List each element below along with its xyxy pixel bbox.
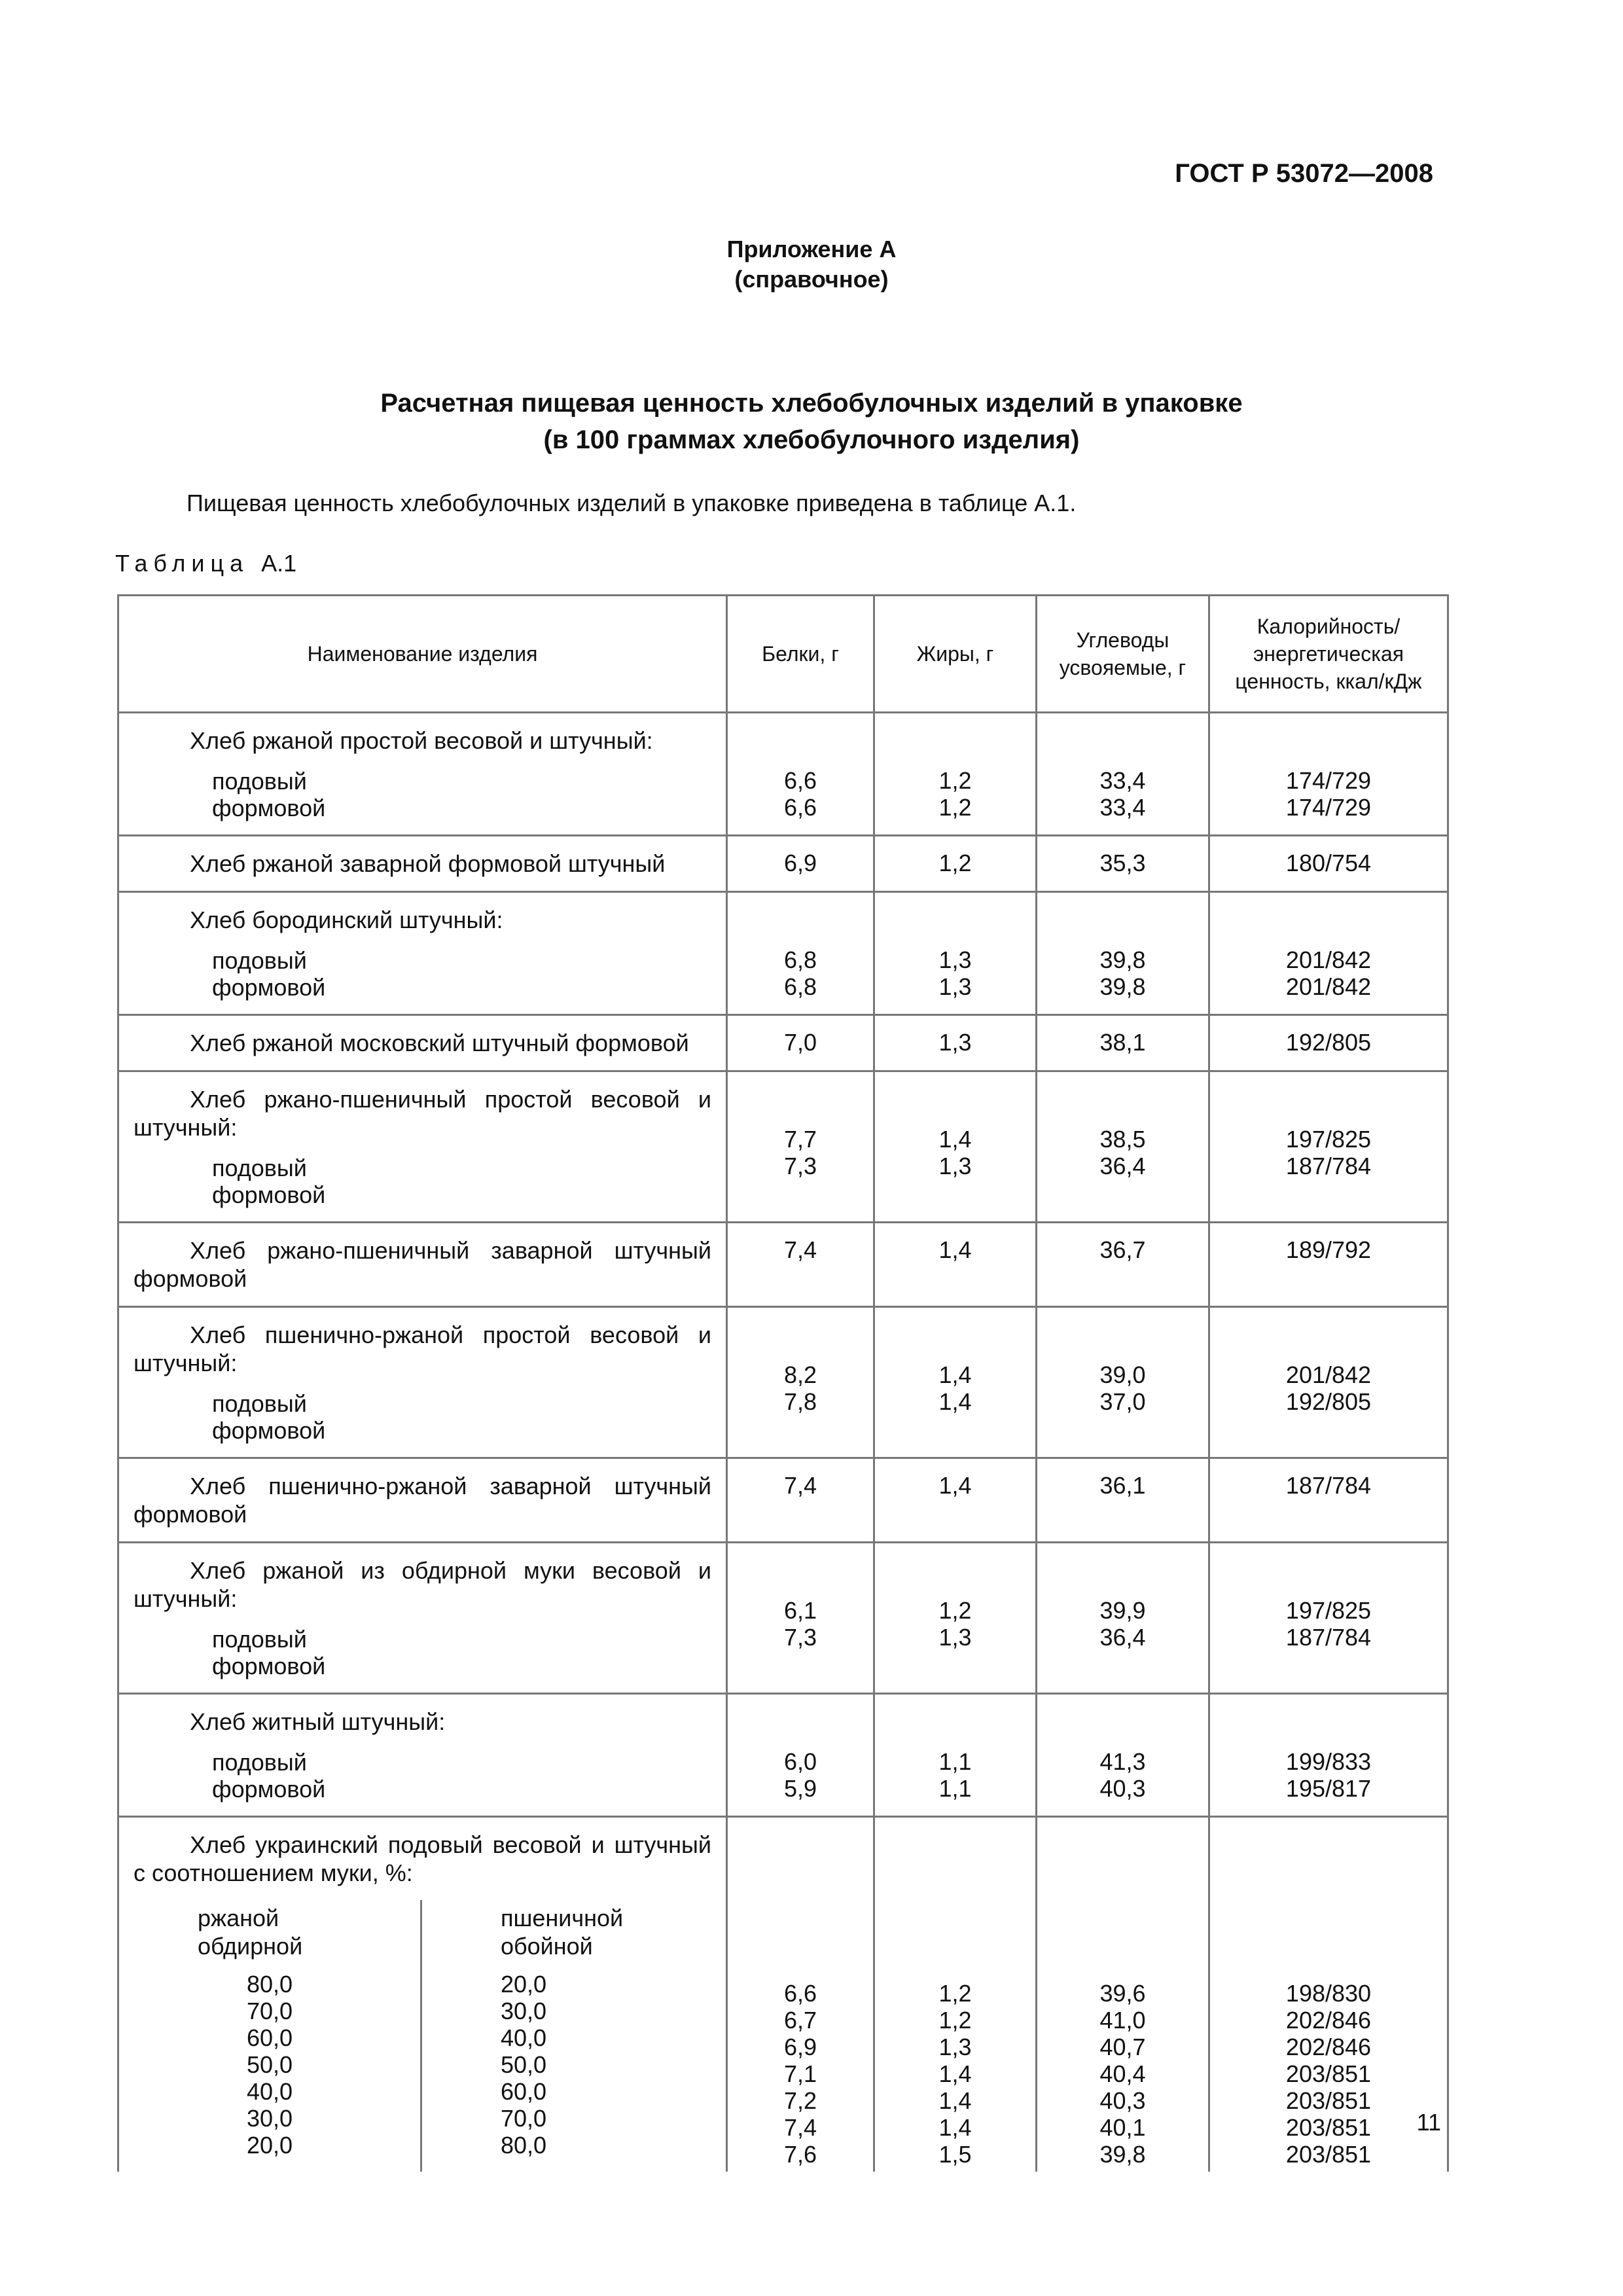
table-row bbox=[118, 1817, 1448, 2172]
value-spacer bbox=[728, 1713, 873, 1748]
value-cell-protein bbox=[727, 1543, 874, 1694]
value-cell-energy bbox=[1209, 713, 1448, 836]
product-name-cell bbox=[118, 1015, 727, 1071]
value-cell-fat bbox=[874, 1817, 1037, 2172]
value-protein: 7,4 bbox=[783, 1236, 817, 1263]
value-carbs: 39,8 bbox=[1099, 2141, 1146, 2168]
rye-percent: 50,0 bbox=[246, 2051, 293, 2078]
wheat-percent: 30,0 bbox=[501, 1998, 547, 2024]
value-energy: 187/784 bbox=[1285, 1624, 1372, 1651]
value-carbs: 40,4 bbox=[1099, 2060, 1146, 2087]
value-cell-fat bbox=[874, 836, 1037, 892]
table-row bbox=[118, 1015, 1448, 1071]
value-cell-carbs bbox=[1037, 836, 1209, 892]
value-energy: 192/805 bbox=[1285, 1388, 1372, 1415]
value-spacer bbox=[1210, 1326, 1447, 1361]
value-cell-energy bbox=[1209, 892, 1448, 1015]
table-row bbox=[118, 1307, 1448, 1458]
value-fat: 1,4 bbox=[938, 2114, 972, 2141]
value-spacer bbox=[875, 1836, 1035, 1980]
product-name-cell bbox=[118, 1223, 727, 1307]
value-protein: 6,9 bbox=[783, 850, 817, 876]
product-name-cell bbox=[118, 1307, 727, 1458]
value-fat: 1,3 bbox=[938, 1029, 972, 1056]
product-name-cell bbox=[118, 713, 727, 836]
variant-list bbox=[134, 1749, 711, 1803]
value-carbs: 39,6 bbox=[1099, 1980, 1146, 2007]
table-row bbox=[118, 1694, 1448, 1817]
value-fat: 1,3 bbox=[938, 973, 972, 1000]
table-row bbox=[118, 1223, 1448, 1307]
value-fat: 1,2 bbox=[938, 1980, 972, 2007]
value-carbs: 40,7 bbox=[1099, 2034, 1146, 2060]
value-cell-carbs bbox=[1037, 1307, 1209, 1458]
wheat-percent: 40,0 bbox=[501, 2024, 547, 2051]
variant-name: подовый bbox=[212, 1626, 307, 1653]
wheat-percent: 60,0 bbox=[501, 2078, 547, 2105]
value-carbs: 36,4 bbox=[1099, 1153, 1146, 1179]
value-cell-fat bbox=[874, 1543, 1037, 1694]
value-fat: 1,3 bbox=[938, 1624, 972, 1651]
rye-values bbox=[119, 1971, 420, 2172]
value-energy: 203/851 bbox=[1285, 2114, 1372, 2141]
value-protein: 6,1 bbox=[783, 1597, 817, 1624]
value-cell-energy bbox=[1209, 1817, 1448, 2172]
value-spacer bbox=[1037, 1713, 1208, 1748]
value-fat: 1,5 bbox=[938, 2141, 972, 2168]
value-energy: 187/784 bbox=[1285, 1472, 1372, 1499]
standard-code: ГОСТ Р 53072—2008 bbox=[1175, 159, 1433, 188]
value-cell-carbs bbox=[1037, 1817, 1209, 2172]
table-body bbox=[118, 713, 1448, 2172]
value-spacer bbox=[728, 732, 873, 767]
value-protein: 7,4 bbox=[783, 1472, 817, 1499]
title-line-1: Расчетная пищевая ценность хлебобулочных изделий в упаковке bbox=[380, 389, 1243, 418]
value-cell-carbs bbox=[1037, 713, 1209, 836]
product-name-cell bbox=[118, 1817, 727, 2172]
wheat-percent: 50,0 bbox=[501, 2051, 547, 2078]
value-cell-protein bbox=[727, 1223, 874, 1307]
value-spacer bbox=[728, 1562, 873, 1597]
value-cell-carbs bbox=[1037, 1458, 1209, 1543]
rye-column-header: ржаной обдирной bbox=[198, 1905, 303, 1960]
value-fat: 1,4 bbox=[938, 2087, 972, 2114]
value-spacer bbox=[1037, 911, 1208, 946]
title-line-2: (в 100 граммах хлебобулочного изделия) bbox=[543, 425, 1080, 454]
value-cell-carbs bbox=[1037, 1015, 1209, 1071]
variant-name: подовый bbox=[212, 1390, 307, 1417]
col-header-carbs: Углеводы усвояемые, г bbox=[1037, 596, 1209, 713]
product-name-cell bbox=[118, 1071, 727, 1223]
value-spacer bbox=[1210, 1713, 1447, 1748]
value-cell-fat bbox=[874, 1223, 1037, 1307]
value-carbs: 38,1 bbox=[1099, 1029, 1146, 1056]
value-fat: 1,3 bbox=[938, 946, 972, 973]
value-carbs: 33,4 bbox=[1099, 794, 1146, 821]
value-spacer bbox=[728, 1326, 873, 1361]
variant-list bbox=[134, 1390, 711, 1444]
value-cell-energy bbox=[1209, 1071, 1448, 1223]
value-cell-protein bbox=[727, 1071, 874, 1223]
value-protein: 6,6 bbox=[783, 767, 817, 794]
variant-name: формовой bbox=[212, 974, 326, 1001]
value-spacer bbox=[875, 1326, 1035, 1361]
value-cell-fat bbox=[874, 1071, 1037, 1223]
value-cell-energy bbox=[1209, 1223, 1448, 1307]
value-energy: 203/851 bbox=[1285, 2060, 1372, 2087]
value-protein: 8,2 bbox=[783, 1361, 817, 1388]
value-cell-carbs bbox=[1037, 1223, 1209, 1307]
value-cell-protein bbox=[727, 713, 874, 836]
product-name: Хлеб житный штучный: bbox=[190, 1708, 446, 1735]
value-carbs: 35,3 bbox=[1099, 850, 1146, 876]
rye-percent: 70,0 bbox=[246, 1998, 293, 2024]
variant-name: формовой bbox=[212, 1181, 326, 1208]
document-title bbox=[0, 385, 1623, 458]
value-cell-carbs bbox=[1037, 892, 1209, 1015]
value-energy: 195/817 bbox=[1285, 1775, 1372, 1802]
value-energy: 201/842 bbox=[1285, 973, 1372, 1000]
table-header-row bbox=[118, 596, 1448, 713]
col-header-fat: Жиры, г bbox=[874, 596, 1037, 713]
value-protein: 6,9 bbox=[783, 2034, 817, 2060]
value-fat: 1,1 bbox=[938, 1748, 972, 1775]
value-fat: 1,4 bbox=[938, 1388, 972, 1415]
value-spacer bbox=[1210, 1562, 1447, 1597]
value-cell-protein bbox=[727, 1015, 874, 1071]
value-carbs: 41,0 bbox=[1099, 2007, 1146, 2034]
value-fat: 1,3 bbox=[938, 2034, 972, 2060]
variant-name: формовой bbox=[212, 1417, 326, 1444]
product-name: Хлеб ржано-пшеничный простой весовой и штучный: bbox=[134, 1086, 711, 1141]
variant-list bbox=[134, 768, 711, 821]
table-caption-word: Таблица bbox=[115, 550, 249, 577]
value-carbs: 39,0 bbox=[1099, 1361, 1146, 1388]
rye-percent: 20,0 bbox=[246, 2132, 293, 2159]
product-name-cell bbox=[118, 1458, 727, 1543]
value-carbs: 39,8 bbox=[1099, 973, 1146, 1000]
rye-percent: 40,0 bbox=[246, 2078, 293, 2105]
value-energy: 192/805 bbox=[1285, 1029, 1372, 1056]
value-energy: 201/842 bbox=[1285, 1361, 1372, 1388]
variant-list bbox=[134, 947, 711, 1001]
value-spacer bbox=[728, 1836, 873, 1980]
value-cell-energy bbox=[1209, 1307, 1448, 1458]
value-spacer bbox=[1037, 1326, 1208, 1361]
value-fat: 1,2 bbox=[938, 767, 972, 794]
value-protein: 6,6 bbox=[783, 1980, 817, 2007]
wheat-column-header: пшеничной обойной bbox=[501, 1905, 624, 1960]
value-cell-protein bbox=[727, 1458, 874, 1543]
table-row bbox=[118, 892, 1448, 1015]
value-carbs: 33,4 bbox=[1099, 767, 1146, 794]
value-cell-protein bbox=[727, 1694, 874, 1817]
wheat-values bbox=[422, 1971, 726, 2172]
value-energy: 198/830 bbox=[1285, 1980, 1372, 2007]
variant-list bbox=[134, 1626, 711, 1679]
value-cell-energy bbox=[1209, 1458, 1448, 1543]
product-name: Хлеб ржаной заварной формовой штучный bbox=[190, 850, 666, 877]
variant-list bbox=[134, 1155, 711, 1208]
variant-name: формовой bbox=[212, 795, 326, 821]
value-carbs: 40,3 bbox=[1099, 1775, 1146, 1802]
table-caption-number: А.1 bbox=[261, 550, 297, 577]
value-protein: 7,3 bbox=[783, 1624, 817, 1651]
value-protein: 7,8 bbox=[783, 1388, 817, 1415]
appendix-label: Приложение А bbox=[726, 236, 897, 262]
value-spacer bbox=[1037, 1090, 1208, 1126]
value-energy: 197/825 bbox=[1285, 1597, 1372, 1624]
value-protein: 7,7 bbox=[783, 1126, 817, 1153]
product-name: Хлеб украинский подовый весовой и штучный с соотношением муки, %: bbox=[134, 1831, 711, 1886]
variant-name: подовый bbox=[212, 947, 307, 974]
col-header-name: Наименование изделия bbox=[118, 596, 727, 713]
value-spacer bbox=[1037, 732, 1208, 767]
value-energy: 199/833 bbox=[1285, 1748, 1372, 1775]
value-spacer bbox=[875, 732, 1035, 767]
variant-name: подовый bbox=[212, 768, 307, 795]
value-carbs: 41,3 bbox=[1099, 1748, 1146, 1775]
value-protein: 6,0 bbox=[783, 1748, 817, 1775]
variant-name: формовой bbox=[212, 1776, 326, 1803]
rye-percent: 30,0 bbox=[246, 2105, 293, 2132]
page-number: 11 bbox=[1416, 2109, 1441, 2136]
wheat-percent: 70,0 bbox=[501, 2105, 547, 2132]
value-cell-fat bbox=[874, 1307, 1037, 1458]
value-fat: 1,4 bbox=[938, 1472, 972, 1499]
col-header-protein: Белки, г bbox=[727, 596, 874, 713]
product-name: Хлеб ржано-пшеничный заварной штучный формовой bbox=[134, 1237, 711, 1292]
variant-name: подовый bbox=[212, 1749, 307, 1776]
value-cell-energy bbox=[1209, 1543, 1448, 1694]
value-protein: 7,3 bbox=[783, 1153, 817, 1179]
value-energy: 189/792 bbox=[1285, 1236, 1372, 1263]
value-cell-fat bbox=[874, 892, 1037, 1015]
rye-column bbox=[119, 1900, 422, 2172]
value-cell-energy bbox=[1209, 836, 1448, 892]
product-name-cell bbox=[118, 892, 727, 1015]
table-row bbox=[118, 1543, 1448, 1694]
value-spacer bbox=[875, 1562, 1035, 1597]
value-carbs: 36,1 bbox=[1099, 1472, 1146, 1499]
value-cell-fat bbox=[874, 713, 1037, 836]
value-spacer bbox=[1037, 1562, 1208, 1597]
value-protein: 7,4 bbox=[783, 2114, 817, 2141]
value-cell-fat bbox=[874, 1015, 1037, 1071]
value-fat: 1,4 bbox=[938, 1236, 972, 1263]
value-energy: 197/825 bbox=[1285, 1126, 1372, 1153]
value-fat: 1,1 bbox=[938, 1775, 972, 1802]
product-name: Хлеб ржаной московский штучный формовой bbox=[190, 1030, 689, 1056]
value-cell-protein bbox=[727, 1307, 874, 1458]
value-protein: 6,8 bbox=[783, 946, 817, 973]
variant-name: формовой bbox=[212, 1653, 326, 1679]
value-cell-carbs bbox=[1037, 1694, 1209, 1817]
table-row bbox=[118, 836, 1448, 892]
nutrition-table bbox=[117, 594, 1449, 2172]
value-spacer bbox=[1210, 1090, 1447, 1126]
variant-name: подовый bbox=[212, 1155, 307, 1181]
product-name-cell bbox=[118, 836, 727, 892]
value-spacer bbox=[875, 1090, 1035, 1126]
value-fat: 1,4 bbox=[938, 2060, 972, 2087]
value-protein: 6,7 bbox=[783, 2007, 817, 2034]
value-energy: 180/754 bbox=[1285, 850, 1372, 876]
value-fat: 1,2 bbox=[938, 1597, 972, 1624]
wheat-percent: 80,0 bbox=[501, 2132, 547, 2159]
flour-ratio-block bbox=[119, 1900, 726, 2172]
value-energy: 201/842 bbox=[1285, 946, 1372, 973]
value-cell-protein bbox=[727, 892, 874, 1015]
value-protein: 6,8 bbox=[783, 973, 817, 1000]
value-protein: 7,6 bbox=[783, 2141, 817, 2168]
table-caption bbox=[115, 550, 296, 577]
value-energy: 187/784 bbox=[1285, 1153, 1372, 1179]
value-carbs: 40,1 bbox=[1099, 2114, 1146, 2141]
value-energy: 203/851 bbox=[1285, 2087, 1372, 2114]
product-name-cell bbox=[118, 1543, 727, 1694]
col-header-energy: Калорийность/ энергетическая ценность, ккал/кДж bbox=[1209, 596, 1448, 713]
value-protein: 7,0 bbox=[783, 1029, 817, 1056]
intro-paragraph: Пищевая ценность хлебобулочных изделий в упаковке приведена в таблице А.1. bbox=[187, 490, 1077, 516]
value-fat: 1,4 bbox=[938, 1361, 972, 1388]
value-fat: 1,4 bbox=[938, 1126, 972, 1153]
table-row bbox=[118, 713, 1448, 836]
value-energy: 174/729 bbox=[1285, 767, 1372, 794]
value-protein: 5,9 bbox=[783, 1775, 817, 1802]
value-carbs: 36,4 bbox=[1099, 1624, 1146, 1651]
value-cell-carbs bbox=[1037, 1071, 1209, 1223]
value-fat: 1,2 bbox=[938, 850, 972, 876]
value-protein: 7,2 bbox=[783, 2087, 817, 2114]
value-spacer bbox=[728, 911, 873, 946]
product-name: Хлеб пшенично-ржаной простой весовой и штучный: bbox=[134, 1321, 711, 1376]
value-cell-fat bbox=[874, 1458, 1037, 1543]
value-energy: 202/846 bbox=[1285, 2034, 1372, 2060]
value-cell-energy bbox=[1209, 1015, 1448, 1071]
value-cell-protein bbox=[727, 836, 874, 892]
value-spacer bbox=[728, 1090, 873, 1126]
product-name: Хлеб ржаной из обдирной муки весовой и штучный: bbox=[134, 1557, 711, 1612]
value-cell-fat bbox=[874, 1694, 1037, 1817]
value-carbs: 37,0 bbox=[1099, 1388, 1146, 1415]
value-carbs: 36,7 bbox=[1099, 1236, 1146, 1263]
product-name: Хлеб пшенично-ржаной заварной штучный формовой bbox=[134, 1473, 711, 1528]
value-fat: 1,3 bbox=[938, 1153, 972, 1179]
value-protein: 6,6 bbox=[783, 794, 817, 821]
value-cell-energy bbox=[1209, 1694, 1448, 1817]
value-fat: 1,2 bbox=[938, 794, 972, 821]
value-protein: 7,1 bbox=[783, 2060, 817, 2087]
value-spacer bbox=[875, 911, 1035, 946]
wheat-column bbox=[422, 1900, 726, 2172]
product-name: Хлеб ржаной простой весовой и штучный: bbox=[190, 727, 653, 754]
value-spacer bbox=[1210, 911, 1447, 946]
value-energy: 203/851 bbox=[1285, 2141, 1372, 2168]
value-cell-carbs bbox=[1037, 1543, 1209, 1694]
rye-percent: 80,0 bbox=[246, 1971, 293, 1998]
value-carbs: 39,8 bbox=[1099, 946, 1146, 973]
value-spacer bbox=[1210, 1836, 1447, 1980]
product-name: Хлеб бородинский штучный: bbox=[190, 906, 503, 933]
appendix-status: (справочное) bbox=[734, 266, 889, 293]
value-spacer bbox=[1037, 1836, 1208, 1980]
product-name-cell bbox=[118, 1694, 727, 1817]
wheat-percent: 20,0 bbox=[501, 1971, 547, 1998]
table-row bbox=[118, 1458, 1448, 1543]
value-energy: 174/729 bbox=[1285, 794, 1372, 821]
appendix-heading bbox=[0, 234, 1623, 295]
value-energy: 202/846 bbox=[1285, 2007, 1372, 2034]
value-carbs: 38,5 bbox=[1099, 1126, 1146, 1153]
value-spacer bbox=[1210, 732, 1447, 767]
value-fat: 1,2 bbox=[938, 2007, 972, 2034]
value-cell-protein bbox=[727, 1817, 874, 2172]
value-carbs: 39,9 bbox=[1099, 1597, 1146, 1624]
value-carbs: 40,3 bbox=[1099, 2087, 1146, 2114]
rye-percent: 60,0 bbox=[246, 2024, 293, 2051]
table-row bbox=[118, 1071, 1448, 1223]
value-spacer bbox=[875, 1713, 1035, 1748]
